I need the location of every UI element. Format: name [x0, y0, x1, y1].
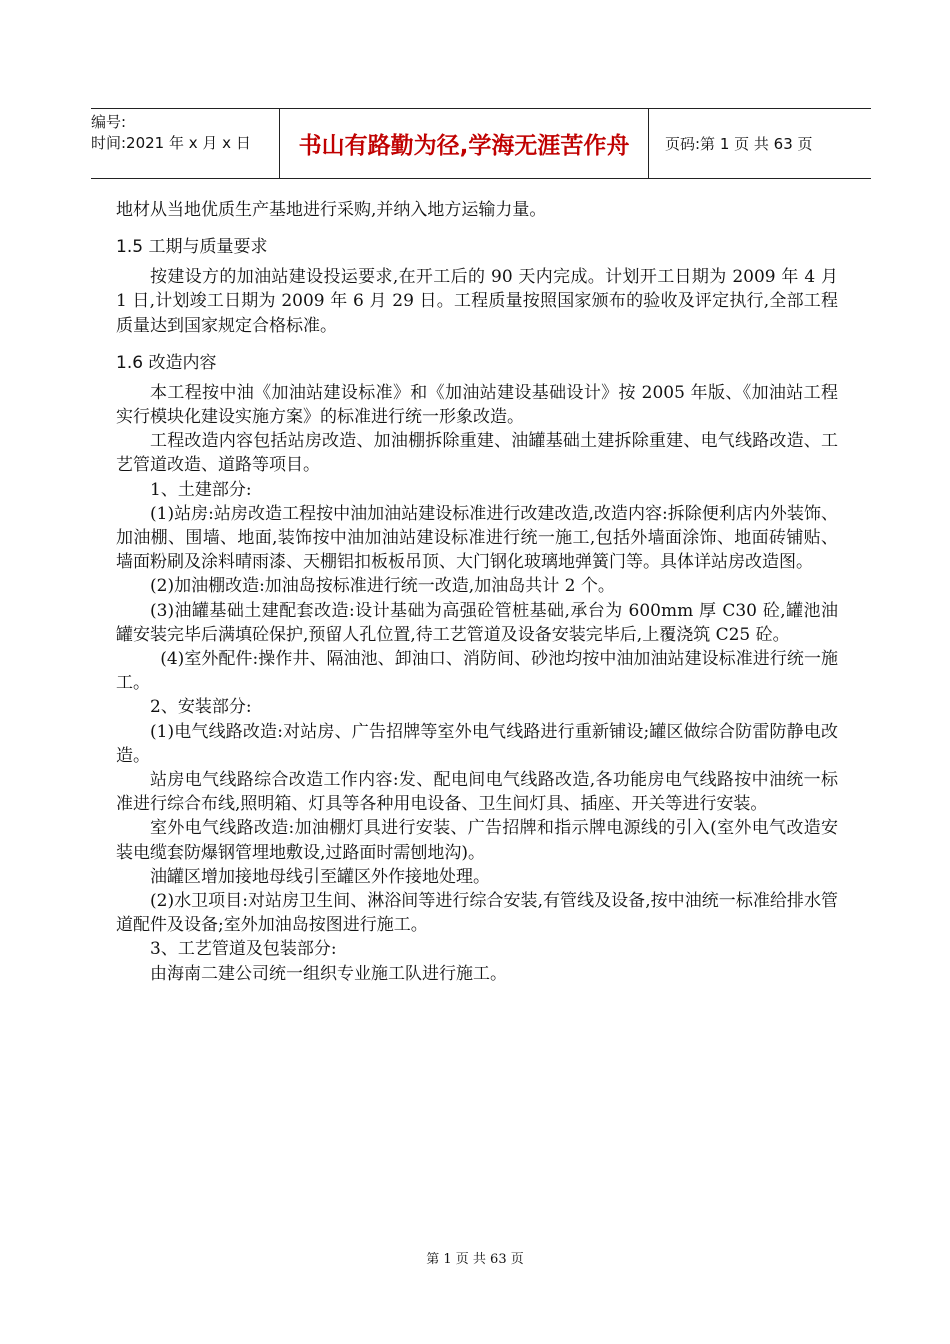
header-motto: 书山有路勤为径,学海无涯苦作舟	[279, 109, 649, 178]
paragraph: 地材从当地优质生产基地进行采购,并纳入地方运输力量。	[116, 200, 547, 220]
subsection-civil: 1、土建部分:	[150, 479, 252, 500]
document-body	[116, 198, 838, 986]
paragraph: 油罐区增加接地母线引至罐区外作接地处理。	[150, 866, 490, 887]
paragraph: 工程改造内容包括站房改造、加油棚拆除重建、油罐基础土建拆除重建、电气线路改造、工艺管道改造、道路等项目。	[116, 431, 838, 476]
paragraph: (4)室外配件:操作井、隔油池、卸油口、消防间、砂池均按中油加油站建设标准进行统一施工。	[116, 649, 838, 694]
header-meta	[91, 109, 279, 178]
paragraph: (2)加油棚改造:加油岛按标准进行统一改造,加油岛共计 2 个。	[150, 576, 615, 597]
paragraph: 由海南二建公司统一组织专业施工队进行施工。	[150, 963, 507, 984]
paragraph: (1)电气线路改造:对站房、广告招牌等室外电气线路进行重新铺设;罐区做综合防雷防静电改造。	[116, 721, 838, 766]
page-header	[91, 108, 871, 179]
paragraph: (1)站房:站房改造工程按中油加油站建设标准进行改建改造,改造内容:拆除便利店内外装饰、加油棚、围墙、地面,装饰按中油加油站建设标准进行统一施工,包括外墙面涂饰、地面砖铺贴、墙面粉刷及涂料晴雨漆、天棚铝扣板板吊顶、大门钢化玻璃地弹簧门等。具体详站房改造图。	[116, 503, 838, 573]
document-time-label: 时间:2021 年 x 月 x 日	[91, 134, 251, 152]
subsection-piping: 3、工艺管道及包装部分:	[150, 939, 337, 960]
paragraph: 按建设方的加油站建设投运要求,在开工后的 90 天内完成。计划开工日期为 2009 年 4 月 1 日,计划竣工日期为 2009 年 6 月 29 日。工程质量按照国家颁布的验收及评定执行,全部工程质量达到国家规定合格标准。	[116, 267, 838, 336]
paragraph: 室外电气线路改造:加油棚灯具进行安装、广告招牌和指示牌电源线的引入(室外电气改造安装电缆套防爆钢管埋地敷设,过路面时需刨地沟)。	[116, 818, 838, 863]
header-page-info: 页码:第 1 页 共 63 页	[665, 135, 813, 153]
paragraph: (3)油罐基础土建配套改造:设计基础为高强砼管桩基础,承台为 600mm 厚 C30 砼,罐池油罐安装完毕后满填砼保护,预留人孔位置,待工艺管道及设备安装完毕后,上覆浇筑 C25 砼。	[116, 600, 838, 645]
section-heading-1-6: 1.6 改造内容	[116, 352, 217, 373]
page-footer: 第 1 页 共 63 页	[426, 1252, 524, 1267]
document-number-label: 编号:	[91, 113, 127, 131]
subsection-installation: 2、安装部分:	[150, 697, 252, 718]
section-heading-1-5: 1.5 工期与质量要求	[116, 237, 268, 258]
paragraph: (2)水卫项目:对站房卫生间、淋浴间等进行综合安装,有管线及设备,按中油统一标准给排水管道配件及设备;室外加油岛按图进行施工。	[116, 891, 838, 936]
paragraph: 本工程按中油《加油站建设标准》和《加油站建设基础设计》按 2005 年版、《加油站工程实行模块化建设实施方案》的标准进行统一形象改造。	[116, 382, 838, 428]
paragraph: 站房电气线路综合改造工作内容:发、配电间电气线路改造,各功能房电气线路按中油统一标准进行综合布线,照明箱、灯具等各种用电设备、卫生间灯具、插座、开关等进行安装。	[116, 770, 838, 815]
